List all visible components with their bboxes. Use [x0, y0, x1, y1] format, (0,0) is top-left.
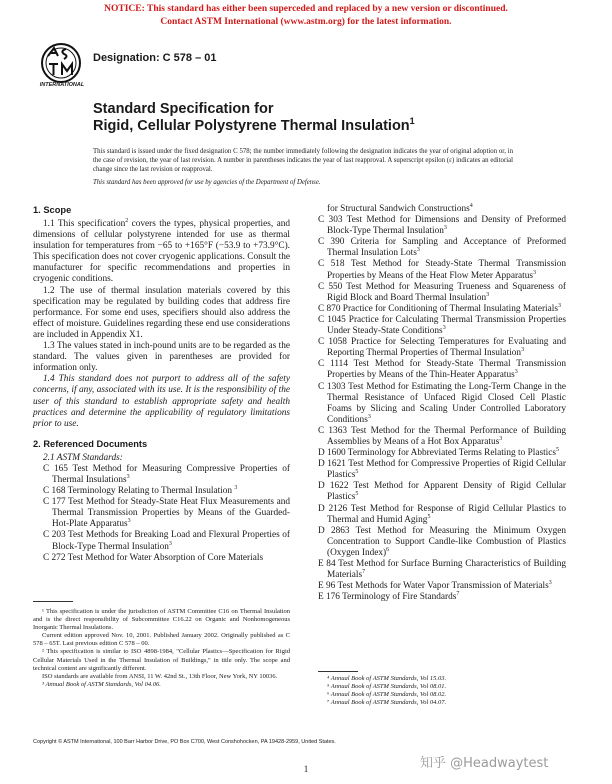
- footnote-mark: 3: [557, 302, 561, 309]
- footnote-mark: 3: [234, 484, 238, 491]
- discontinued-notice: [0, 3, 612, 29]
- footnote: ³ Annual Book of ASTM Standards, Vol 04.06.: [42, 680, 161, 688]
- footnote-divider: [33, 601, 73, 602]
- footnote-mark: 3: [126, 473, 130, 480]
- standard-issuance-note: This standard is issued under the fixed designation C 578; the number immediately following the designation indicates the year of original adoption or, in the case of revision, the year of last revision. A number in parentheses indicates the year of last reapproval. A superscript epsilon (ε) indicates an editorial change since the last revision or reapproval.: [93, 148, 513, 174]
- title-line-2: [93, 118, 415, 135]
- footnotes-left: [33, 608, 290, 689]
- right-column: [318, 204, 566, 603]
- footnote-mark: 3: [486, 291, 490, 298]
- footnote: ⁷ Annual Book of ASTM Standards, Vol 04.07.: [327, 699, 447, 707]
- reference-item: C 550 Test Method for Measuring Trueness and Squareness of Rigid Block and Board Thermal Insulation$^3$: [318, 281, 566, 303]
- left-column: [33, 205, 290, 564]
- footnote-mark: 3: [442, 324, 446, 331]
- reference-item: C 390 Criteria for Sampling and Acceptance of Preformed Thermal Insulation Lots$^3$: [318, 237, 566, 259]
- footnote-mark: 3: [367, 413, 371, 420]
- footnote-mark: 3: [533, 269, 537, 276]
- notice-line-1: NOTICE: This standard has either been superceded and replaced by a new version or discontinued.: [104, 4, 508, 14]
- reference-item: C 272 Test Method for Water Absorption of Core Materials: [43, 552, 264, 563]
- title-text: Rigid, Cellular Polystyrene Thermal Insulation: [93, 118, 410, 134]
- document-title: [93, 101, 415, 135]
- page-number: 1: [303, 764, 309, 774]
- reference-item: D 1600 Terminology for Abbreviated Terms Relating to Plastics$^5$: [318, 446, 559, 459]
- footnote-mark: 3: [548, 580, 552, 587]
- footnote: ⁴ Annual Book of ASTM Standards, Vol 15.03.: [327, 675, 447, 682]
- logo-caption: INTERNATIONAL: [39, 82, 85, 88]
- reference-item: C 870 Practice for Conditioning of Thermal Insulating Materials$^3$: [318, 302, 561, 314]
- footnote-mark: 3: [168, 540, 172, 547]
- designation: Designation: C 578 – 01: [93, 52, 217, 64]
- scope-paragraph-4: 1.4 This standard does not purport to address all of the safety concerns, if any, associated with its use. It is the responsibility of the user of this standard to establish appropriate safety and health practices and determine the applicability of regulatory limitations prior to use.: [33, 374, 290, 429]
- footnote-mark: 2: [125, 217, 129, 224]
- footnote: ² This specification is similar to ISO 4898-1984, "Cellular Plastics—Specification for Rigid Cellular Materials Used in the Thermal Insulation of Buildings," in title only. The scope and technical content are significantly different.: [33, 648, 290, 672]
- scope-paragraph-1: 1.1 This specification$^2$ covers the types, physical properties, and dimensions of cellular polystyrene intended for use as thermal insulation for temperatures from −65 to +165°F (−53.9 to +73.9°C). This specification does not cover cryogenic applications. Consult the manufacturer for specific recommendations and properties in cryogenic conditions.: [33, 217, 290, 285]
- footnote-mark: 7: [362, 569, 366, 575]
- reference-item: C 1363 Test Method for the Thermal Performance of Building Assemblies by Means of a Hot Box Apparatus$^3$: [318, 425, 566, 447]
- reference-item: D 1622 Test Method for Apparent Density of Rigid Cellular Plastics$^5$: [318, 481, 566, 503]
- footnote-mark: 3: [499, 435, 503, 442]
- footnote-mark: 5: [427, 513, 431, 520]
- title-line-1: Standard Specification for: [93, 101, 274, 117]
- reference-item: C 1114 Test Method for Steady-State Thermal Transmission Properties by Means of the Thin-Heater Apparatus$^3$: [318, 359, 566, 381]
- reference-item: C 1058 Practice for Selecting Temperatures for Evaluating and Reporting Thermal Properties of Thermal Insulation$^3$: [318, 337, 566, 359]
- footnote-mark: 5: [355, 491, 359, 498]
- footnote-mark: 3: [127, 518, 131, 525]
- notice-line-2: Contact ASTM International (www.astm.org) for the latest information.: [160, 17, 452, 27]
- scope-paragraph-2: 1.2 The use of thermal insulation materials covered by this specification may be regulated by building codes that address fire performance. For some end uses, specifiers should also address the effect of moisture. Guidelines regarding these end use considerations are included in Appendix X1.: [33, 285, 290, 340]
- footnote: ⁵ Annual Book of ASTM Standards, Vol 08.01.: [327, 683, 447, 691]
- astm-standards-subheading: 2.1 ASTM Standards:: [43, 452, 123, 463]
- footnote-mark: 5: [355, 469, 359, 476]
- reference-item: C 165 Test Method for Measuring Compressive Properties of Thermal Insulations$^3$: [43, 463, 290, 485]
- zhihu-watermark: 知乎 @Headwaytest: [420, 756, 549, 771]
- footnote-mark: 3: [416, 247, 420, 254]
- copyright-line: Copyright © ASTM International, 100 Barr Harbor Drive, PO Box C700, West Conshohocken, PA 19428-2959, United States.: [33, 739, 336, 745]
- left-reference-list: [33, 464, 290, 564]
- reference-item: C 1045 Practice for Calculating Thermal Transmission Properties Under Steady-State Conditions$^3$: [318, 314, 566, 337]
- footnote-mark: 6: [386, 546, 390, 553]
- reference-item: C 203 Test Methods for Breaking Load and Flexural Properties of Block-Type Thermal Insulation$^3$: [43, 530, 290, 552]
- reference-item: C 177 Test Method for Steady-State Heat Flux Measurements and Thermal Transmission Properties by Means of the Guarded-Hot-Plate Apparatus$^3$: [43, 497, 290, 530]
- footnote-mark: 3: [514, 369, 518, 376]
- footnote: ¹ This specification is under the jurisdiction of ASTM Committee C16 on Thermal Insulation and is the direct responsibility of Subcommittee C16.22 on Organic and Nonhomogeneous Inorganic Thermal Insulations.: [33, 608, 290, 632]
- reference-item: D 2863 Test Method for Measuring the Minimum Oxygen Concentration to Support Candle-like Combustion of Plastics (Oxygen Index)$^6$: [318, 525, 566, 558]
- reference-item: E 176 Terminology of Fire Standards$^7$: [318, 591, 460, 603]
- reference-item: E 84 Test Method for Surface Burning Characteristics of Building Materials$^7$: [318, 559, 566, 581]
- reference-item: D 1621 Test Method for Compressive Properties of Rigid Cellular Plastics$^5$: [318, 459, 566, 481]
- reference-item: C 303 Test Method for Dimensions and Density of Preformed Block-Type Thermal Insulation$^3$: [318, 215, 566, 237]
- references-heading: 2. Referenced Documents: [33, 438, 148, 449]
- reference-item: C 518 Test Method for Steady-State Thermal Transmission Properties by Means of the Heat Flow Meter Apparatus$^3$: [318, 259, 566, 281]
- footnote-mark: 3: [521, 347, 525, 354]
- footnotes-right: [318, 675, 566, 707]
- footnote-mark: 3: [443, 225, 447, 232]
- title-footnote-mark: 1: [409, 116, 415, 127]
- reference-item: C 1303 Test Method for Estimating the Long-Term Change in the Thermal Resistance of Unfaced Rigid Closed Cell Plastic Foams by Slicing and Scaling Under Controlled Laboratory Conditions$^3$: [318, 381, 566, 425]
- footnote-mark: 5: [555, 446, 559, 453]
- reference-item: C 168 Terminology Relating to Thermal Insulation $^3$: [43, 484, 238, 497]
- scope-paragraph-3: 1.3 The values stated in inch-pound units are to be regarded as the standard. The values given in parentheses are provided for information only.: [33, 341, 290, 374]
- footnote: ⁶ Annual Book of ASTM Standards, Vol 08.02.: [327, 691, 447, 699]
- footnote-divider-right: [318, 671, 358, 672]
- dod-approval-note: This standard has been approved for use by agencies of the Department of Defense.: [93, 179, 321, 186]
- reference-item: E 96 Test Methods for Water Vapor Transmission of Materials$^3$: [318, 580, 552, 592]
- scope-heading: 1. Scope: [33, 205, 72, 215]
- reference-item: D 2126 Test Method for Response of Rigid Cellular Plastics to Thermal and Humid Aging$^5$: [318, 503, 566, 525]
- footnote: Current edition approved Nov. 10, 2001. Published January 2002. Originally published as C 578 – 65T. Last previous edition C 578 – 00.: [33, 632, 290, 648]
- footnote: ISO standards are available from ANSI, 11 W. 42nd St., 13th Floor, New York, NY 10036.: [42, 672, 278, 680]
- reference-continuation: for Structural Sandwich Constructions$^4$: [327, 202, 473, 214]
- right-reference-list: [318, 215, 566, 603]
- footnote-mark: 7: [456, 591, 460, 598]
